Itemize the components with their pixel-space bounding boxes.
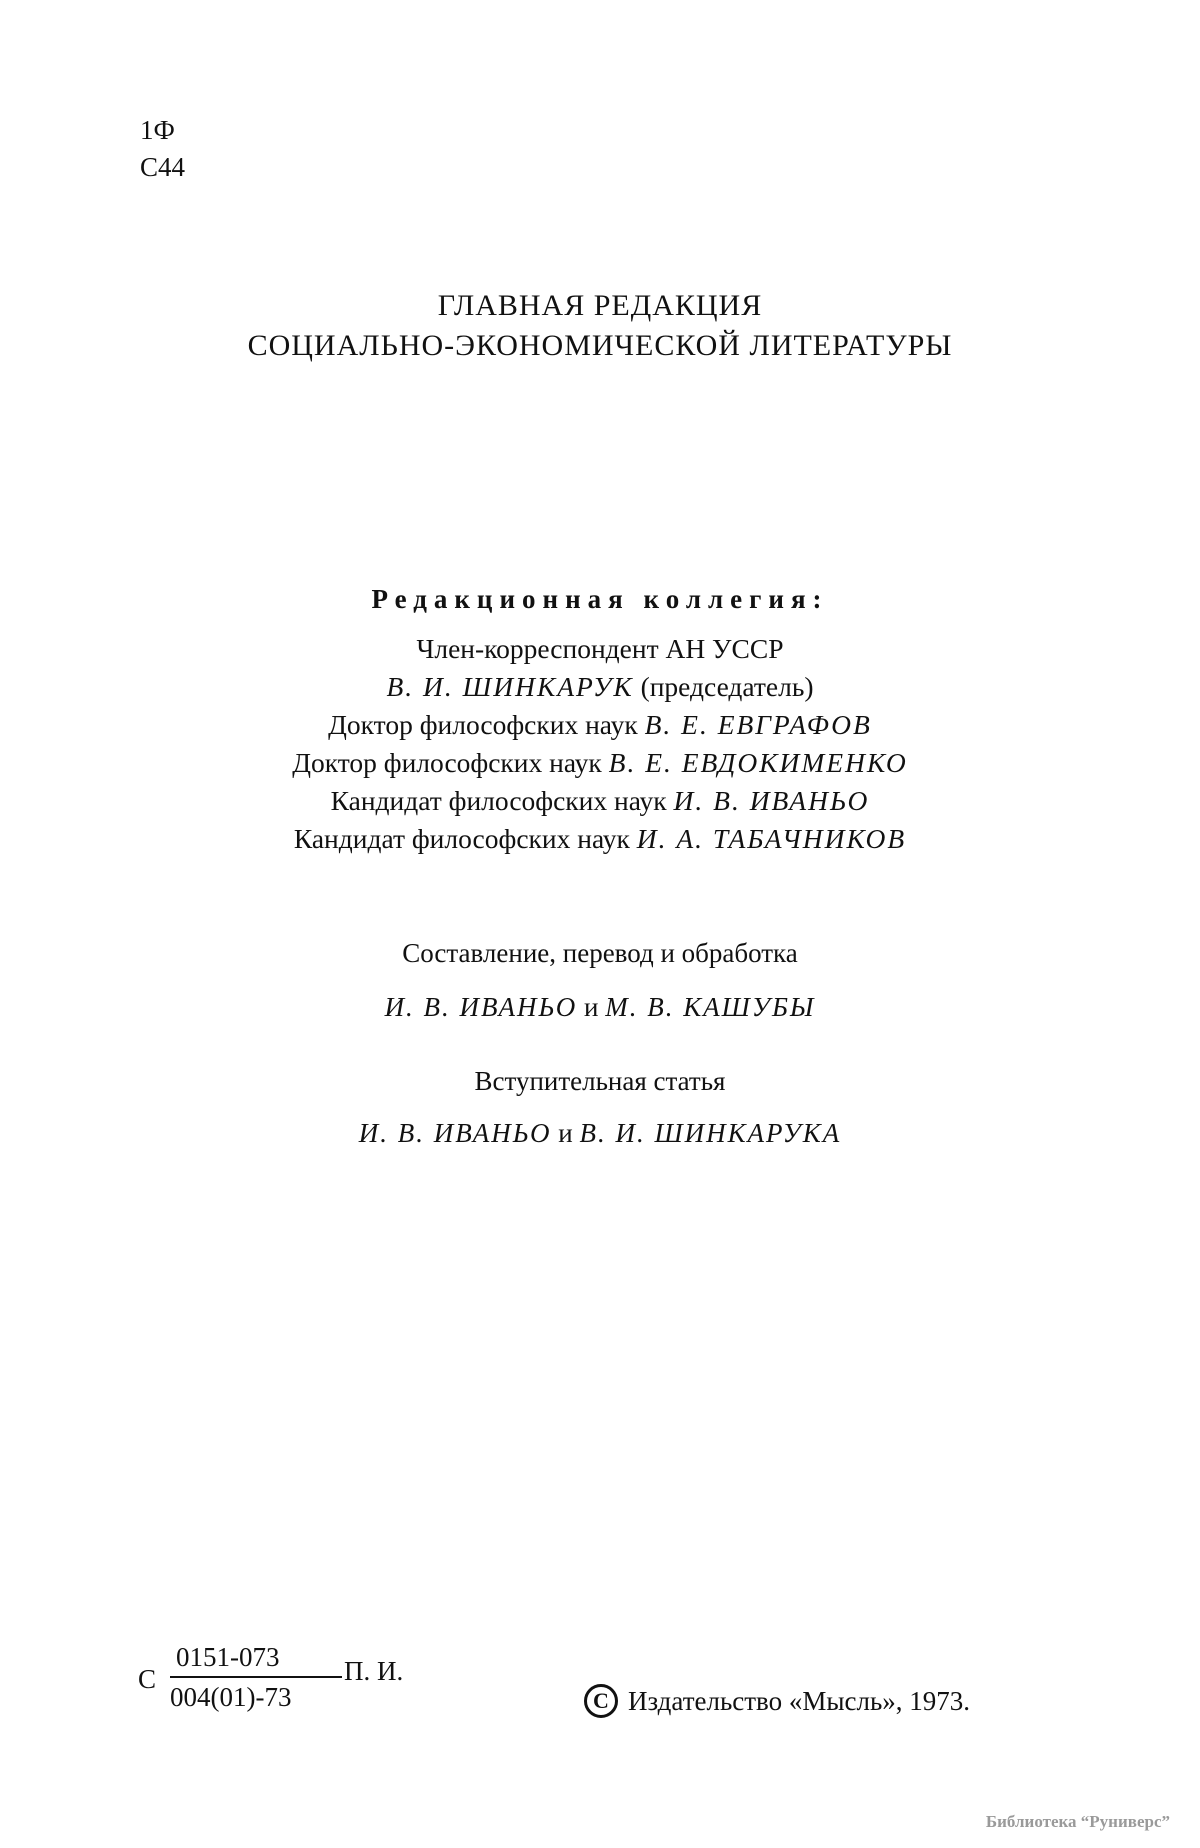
classification-code [140, 112, 185, 186]
board-member [0, 630, 1200, 668]
classification-line-2: С44 [140, 152, 186, 182]
member-title: Доктор философских наук [328, 709, 645, 740]
board-member [0, 668, 1200, 706]
imprint-numerator: 0151-073 [176, 1642, 280, 1672]
member-title: Кандидат философских наук [330, 785, 674, 816]
introduction-title: Вступительная статья [474, 1066, 726, 1096]
member-name: В. Е. ЕВГРАФОВ [644, 709, 872, 740]
board-member [0, 820, 1200, 858]
classification-line-1: 1Ф [140, 115, 175, 145]
copyright-icon: С [584, 1684, 618, 1718]
member-role: (председатель) [633, 671, 814, 702]
publisher-line [584, 1684, 970, 1718]
imprint-letter: С [138, 1664, 157, 1694]
compiler-conjunction: и [577, 992, 606, 1022]
library-stamp: Библиотека “Руниверс” [985, 1812, 1170, 1831]
main-heading-line-2: СОЦИАЛЬНО-ЭКОНОМИЧЕСКОЙ ЛИТЕРАТУРЫ [247, 329, 953, 362]
member-name: И. А. ТАБАЧНИКОВ [636, 823, 907, 854]
member-title: Кандидат философских наук [293, 823, 637, 854]
main-heading-line-1: ГЛАВНАЯ РЕДАКЦИЯ [437, 289, 763, 322]
introduction-names [0, 1118, 1200, 1149]
imprint-fraction [170, 1640, 320, 1714]
compiler-name-2: М. В. КАШУБЫ [605, 992, 816, 1022]
compilation-names [0, 992, 1200, 1023]
imprint-tail: П. И. [344, 1656, 404, 1686]
publisher-text: Издательство «Мысль», 1973. [628, 1685, 971, 1716]
main-heading [0, 286, 1200, 366]
imprint-denominator: 004(01)-73 [170, 1682, 292, 1712]
intro-author-2: В. И. ШИНКАРУКА [579, 1118, 842, 1148]
member-title: Член-корреспондент АН УССР [416, 633, 784, 664]
member-name: В. И. ШИНКАРУК [386, 671, 634, 702]
compilation-title: Составление, перевод и обработка [402, 938, 798, 968]
member-name: В. Е. ЕВДОКИМЕНКО [608, 747, 908, 778]
intro-conjunction: и [551, 1118, 580, 1148]
fraction-bar [170, 1676, 342, 1678]
member-name: И. В. ИВАНЬО [673, 785, 870, 816]
intro-author-1: И. В. ИВАНЬО [358, 1118, 552, 1148]
member-title: Доктор философских наук [292, 747, 609, 778]
board-member [0, 782, 1200, 820]
board-member [0, 706, 1200, 744]
editorial-board-title: Редакционная коллегия: [371, 584, 829, 614]
compiler-name-1: И. В. ИВАНЬО [384, 992, 578, 1022]
editorial-board-list [0, 630, 1200, 858]
board-member [0, 744, 1200, 782]
